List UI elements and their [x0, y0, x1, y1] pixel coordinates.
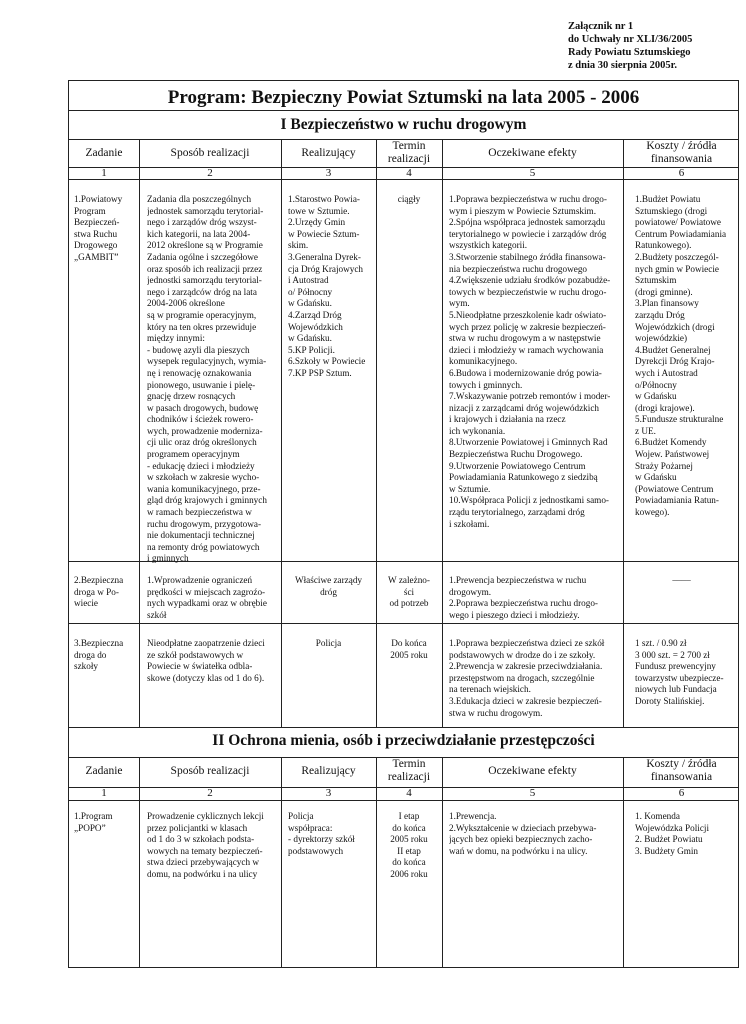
- column-number: 5: [529, 167, 536, 179]
- divider: [623, 139, 624, 727]
- row1-sposob: Zadania dla poszczególnych jednostek samorządu terytorial- nego i zarządów dróg wszyst- kich kategorii, na lata 2004- 2012 określone są w Programie Zadania ogólne i szczegółowe oraz sposób ich realizacji przez jednostki samorządu terytorial- nego i zarządców dróg na lata 2004-2006 określone są w programie operacyjnym, który na ten okres przewiduje między innymi: - budowę azyli dla pieszych wysepek regulacyjnych, wymia- nę i renowację oznakowania pionowego, usuwanie i pielę- gnację drzew rosnących w pasach drogowych, budowę chodników i ścieżek rowero- wych, prowadzenie moderniza- cji ulic oraz dróg określonych programem operacyjnym - edukację dzieci i młodzieży w szkołach w zakresie wycho- wania komunikacyjnego, prze- gląd dróg krajowych i gminnych w ramach bezpieczeństwa w ruchu drogowym, przygotowa- nie dokumentacji technicznej na remonty dróg powiatowych i gminnych: [147, 194, 267, 564]
- header-koszty: Koszty / źródła finansowania: [646, 140, 717, 165]
- divider: [69, 800, 738, 801]
- column-number: 3: [325, 167, 332, 179]
- row1-koszty: 1.Budżet Powiatu Sztumskiego (drogi powiatowe/ Powiatowe Centrum Powiadamiania Ratunkowego). 2.Budżety poszczegól- nych gmin w Powiecie Sztumskim (drogi gminne). 3.Plan finansowy zarządu Dróg Wojewódzkich (drogi wojewódzkie) 4.Budżet Generalnej Dyrekcji Dróg Krajo- wych i Autostrad o/Północny w Gdańsku (drogi krajowe). 5.Fundusze strukturalne z UE. 6.Budżet Komendy Wojew. Państwowej Straży Pożarnej w Gdańsku (Powiatowe Centrum Powiadamiania Ratun- kowego).: [635, 194, 727, 518]
- row2-realizujacy: Właściwe zarządy dróg: [294, 575, 363, 597]
- header-zadanie: Zadanie: [85, 765, 123, 777]
- header-zadanie: Zadanie: [85, 147, 123, 159]
- column-number: 3: [325, 787, 332, 799]
- row2-efekty: 1.Prewencja bezpieczeństwa w ruchu drogowym. 2.Poprawa bezpieczeństwa ruchu drogo- wego i pieszego dzieci i młodzieży.: [449, 575, 598, 620]
- s2-row1-efekty: 1.Prewencja. 2.Wykształcenie w dzieciach przebywa- jących bez opieki bezpiecznych zacho- wań w domu, na podwórku i na ulicy.: [449, 811, 597, 856]
- column-number: 5: [529, 787, 536, 799]
- header-efekty: Oczekiwane efekty: [488, 147, 577, 159]
- header-termin: Termin realizacji: [387, 140, 431, 165]
- row3-realizujacy: Policja: [315, 638, 342, 648]
- section-title: II Ochrona mienia, osób i przeciwdziałanie przestępczości: [212, 732, 595, 749]
- attachment-note: Załącznik nr 1 do Uchwały nr XLI/36/2005 Rady Powiatu Sztumskiego z dnia 30 sierpnia 2005r.: [568, 21, 693, 71]
- header-efekty: Oczekiwane efekty: [488, 765, 577, 777]
- header-koszty: Koszty / źródła finansowania: [646, 758, 717, 783]
- program-table: [68, 80, 739, 968]
- page-title: Program: Bezpieczny Powiat Sztumski na lata 2005 - 2006: [167, 87, 640, 108]
- row1-zadanie: 1.Powiatowy Program Bezpieczeń- stwa Ruchu Drogowego „GAMBIT”: [74, 194, 123, 262]
- row1-termin: ciągły: [397, 194, 421, 204]
- row2-zadanie: 2.Bezpieczna droga w Po- wiecie: [74, 575, 124, 609]
- column-number: 6: [678, 787, 685, 799]
- column-number: 2: [207, 167, 213, 179]
- s2-row1-sposob: Prowadzenie cyklicznych lekcji przez policjantki w klasach od 1 do 3 w szkołach podsta- wowych na tematy bezpieczeń- stwa dzieci przebywających w domu, na podwórku i na ulicy: [147, 811, 264, 879]
- column-number: 1: [101, 787, 107, 799]
- header-sposob: Sposób realizacji: [170, 147, 250, 159]
- row3-zadanie: 3.Bezpieczna droga do szkoły: [74, 638, 124, 672]
- row1-realizujacy: 1.Starostwo Powia- towe w Sztumie. 2.Urzędy Gmin w Powiecie Sztum- skim. 3.Generalna Dyrek- cja Dróg Krajowych i Autostrad o/ Północny w Gdańsku. 4.Zarząd Dróg Wojewódzkich w Gdańsku. 5.KP Policji. 6.Szkoły w Powiecie 7.KP PSP Sztum.: [288, 194, 366, 378]
- column-number: 2: [207, 787, 213, 799]
- column-number: 4: [406, 787, 412, 799]
- header-sposob: Sposób realizacji: [170, 765, 250, 777]
- s2-row1-zadanie: 1.Program „POPO”: [74, 811, 113, 833]
- row3-koszty: 1 szt. / 0.90 zł 3 000 szt. = 2 700 zł Fundusz prewencyjny towarzystw ubezpiecze- niowych lub Fundacja Doroty Stalińskiej.: [635, 638, 724, 706]
- header-realizujacy: Realizujący: [301, 765, 356, 777]
- row2-sposob: 1.Wprowadzenie ograniczeń prędkości w miejscach zagroźo- nych wypadkami oraz w obrębie szkół: [147, 575, 267, 620]
- divider: [69, 110, 738, 111]
- divider: [442, 139, 443, 727]
- section-title: I Bezpieczeństwo w ruchu drogowym: [280, 116, 527, 133]
- header-realizujacy: Realizujący: [301, 147, 356, 159]
- row2-termin: W zależno- ści od potrzeb: [388, 575, 430, 609]
- row2-koszty: ____: [672, 572, 691, 582]
- s2-row1-realizujacy: Policja współpraca: - dyrektorzy szkół podstawowych: [288, 811, 355, 856]
- column-number: 1: [101, 167, 107, 179]
- divider: [139, 139, 140, 727]
- header-termin: Termin realizacji: [387, 758, 431, 783]
- divider: [69, 179, 738, 180]
- row3-termin: Do końca 2005 roku: [390, 638, 428, 660]
- row3-efekty: 1.Poprawa bezpieczeństwa dzieci ze szkół podstawowych w drodze do i ze szkoły. 2.Prewencja w zakresie przeciwdziałania. przestępstwom na drogach, szczególnie na terenach wiejskich. 3.Edukacja dzieci w zakresie bezpieczeń- stwa w ruchu drogowym.: [449, 638, 605, 718]
- divider: [69, 623, 738, 624]
- divider: [69, 727, 738, 728]
- row1-efekty: 1.Poprawa bezpieczeństwa w ruchu drogo- wym i pieszym w Powiecie Sztumskim. 2.Spójna współpraca jednostek samorządu terytorialnego w powiecie i zarządów dróg wszystkich kategorii. 3.Stworzenie stabilnego źródła finansowa- nia bezpieczeństwa ruchu drogowego 4.Zwiększenie udziału środków pozabudże- towych w bezpieczeństwie w ruchu drogo- wym. 5.Nieodpłatne przeszkolenie kadr oświato- wych przez policję w zakresie bezpieczeń- stwa w ruchu drogowym a w następstwie dzieci i młodzieży w ramach wychowania komunikacyjnego. 6.Budowa i modernizowanie dróg powia- towych i gminnych. 7.Wskazywanie potrzeb remontów i moder- nizacji z zarządcami dróg wojewódzkich i krajowych i działania na rzecz ich wykonania. 8.Utworzenie Powiatowej i Gminnych Rad Bezpieczeństwa Ruchu Drogowego. 9.Utworzenie Powiatowego Centrum Powiadamiania Ratunkowego z siedzibą w Sztumie. 10.Współpraca Policji z jednostkami samo- rządu terytorialnego, zarządami dróg i szkołami.: [449, 194, 611, 529]
- s2-row1-termin: I etap do końca 2005 roku II etap do końca 2006 roku: [390, 811, 428, 879]
- row3-sposob: Nieodpłatne zaopatrzenie dzieci ze szkół podstawowych w Powiecie w światełka odbla- skowe (dotyczy klas od 1 do 6).: [147, 638, 265, 683]
- column-number: 6: [678, 167, 685, 179]
- column-number: 4: [406, 167, 412, 179]
- s2-row1-koszty: 1. Komenda Wojewódzka Policji 2. Budżet Powiatu 3. Budżety Gmin: [635, 811, 710, 856]
